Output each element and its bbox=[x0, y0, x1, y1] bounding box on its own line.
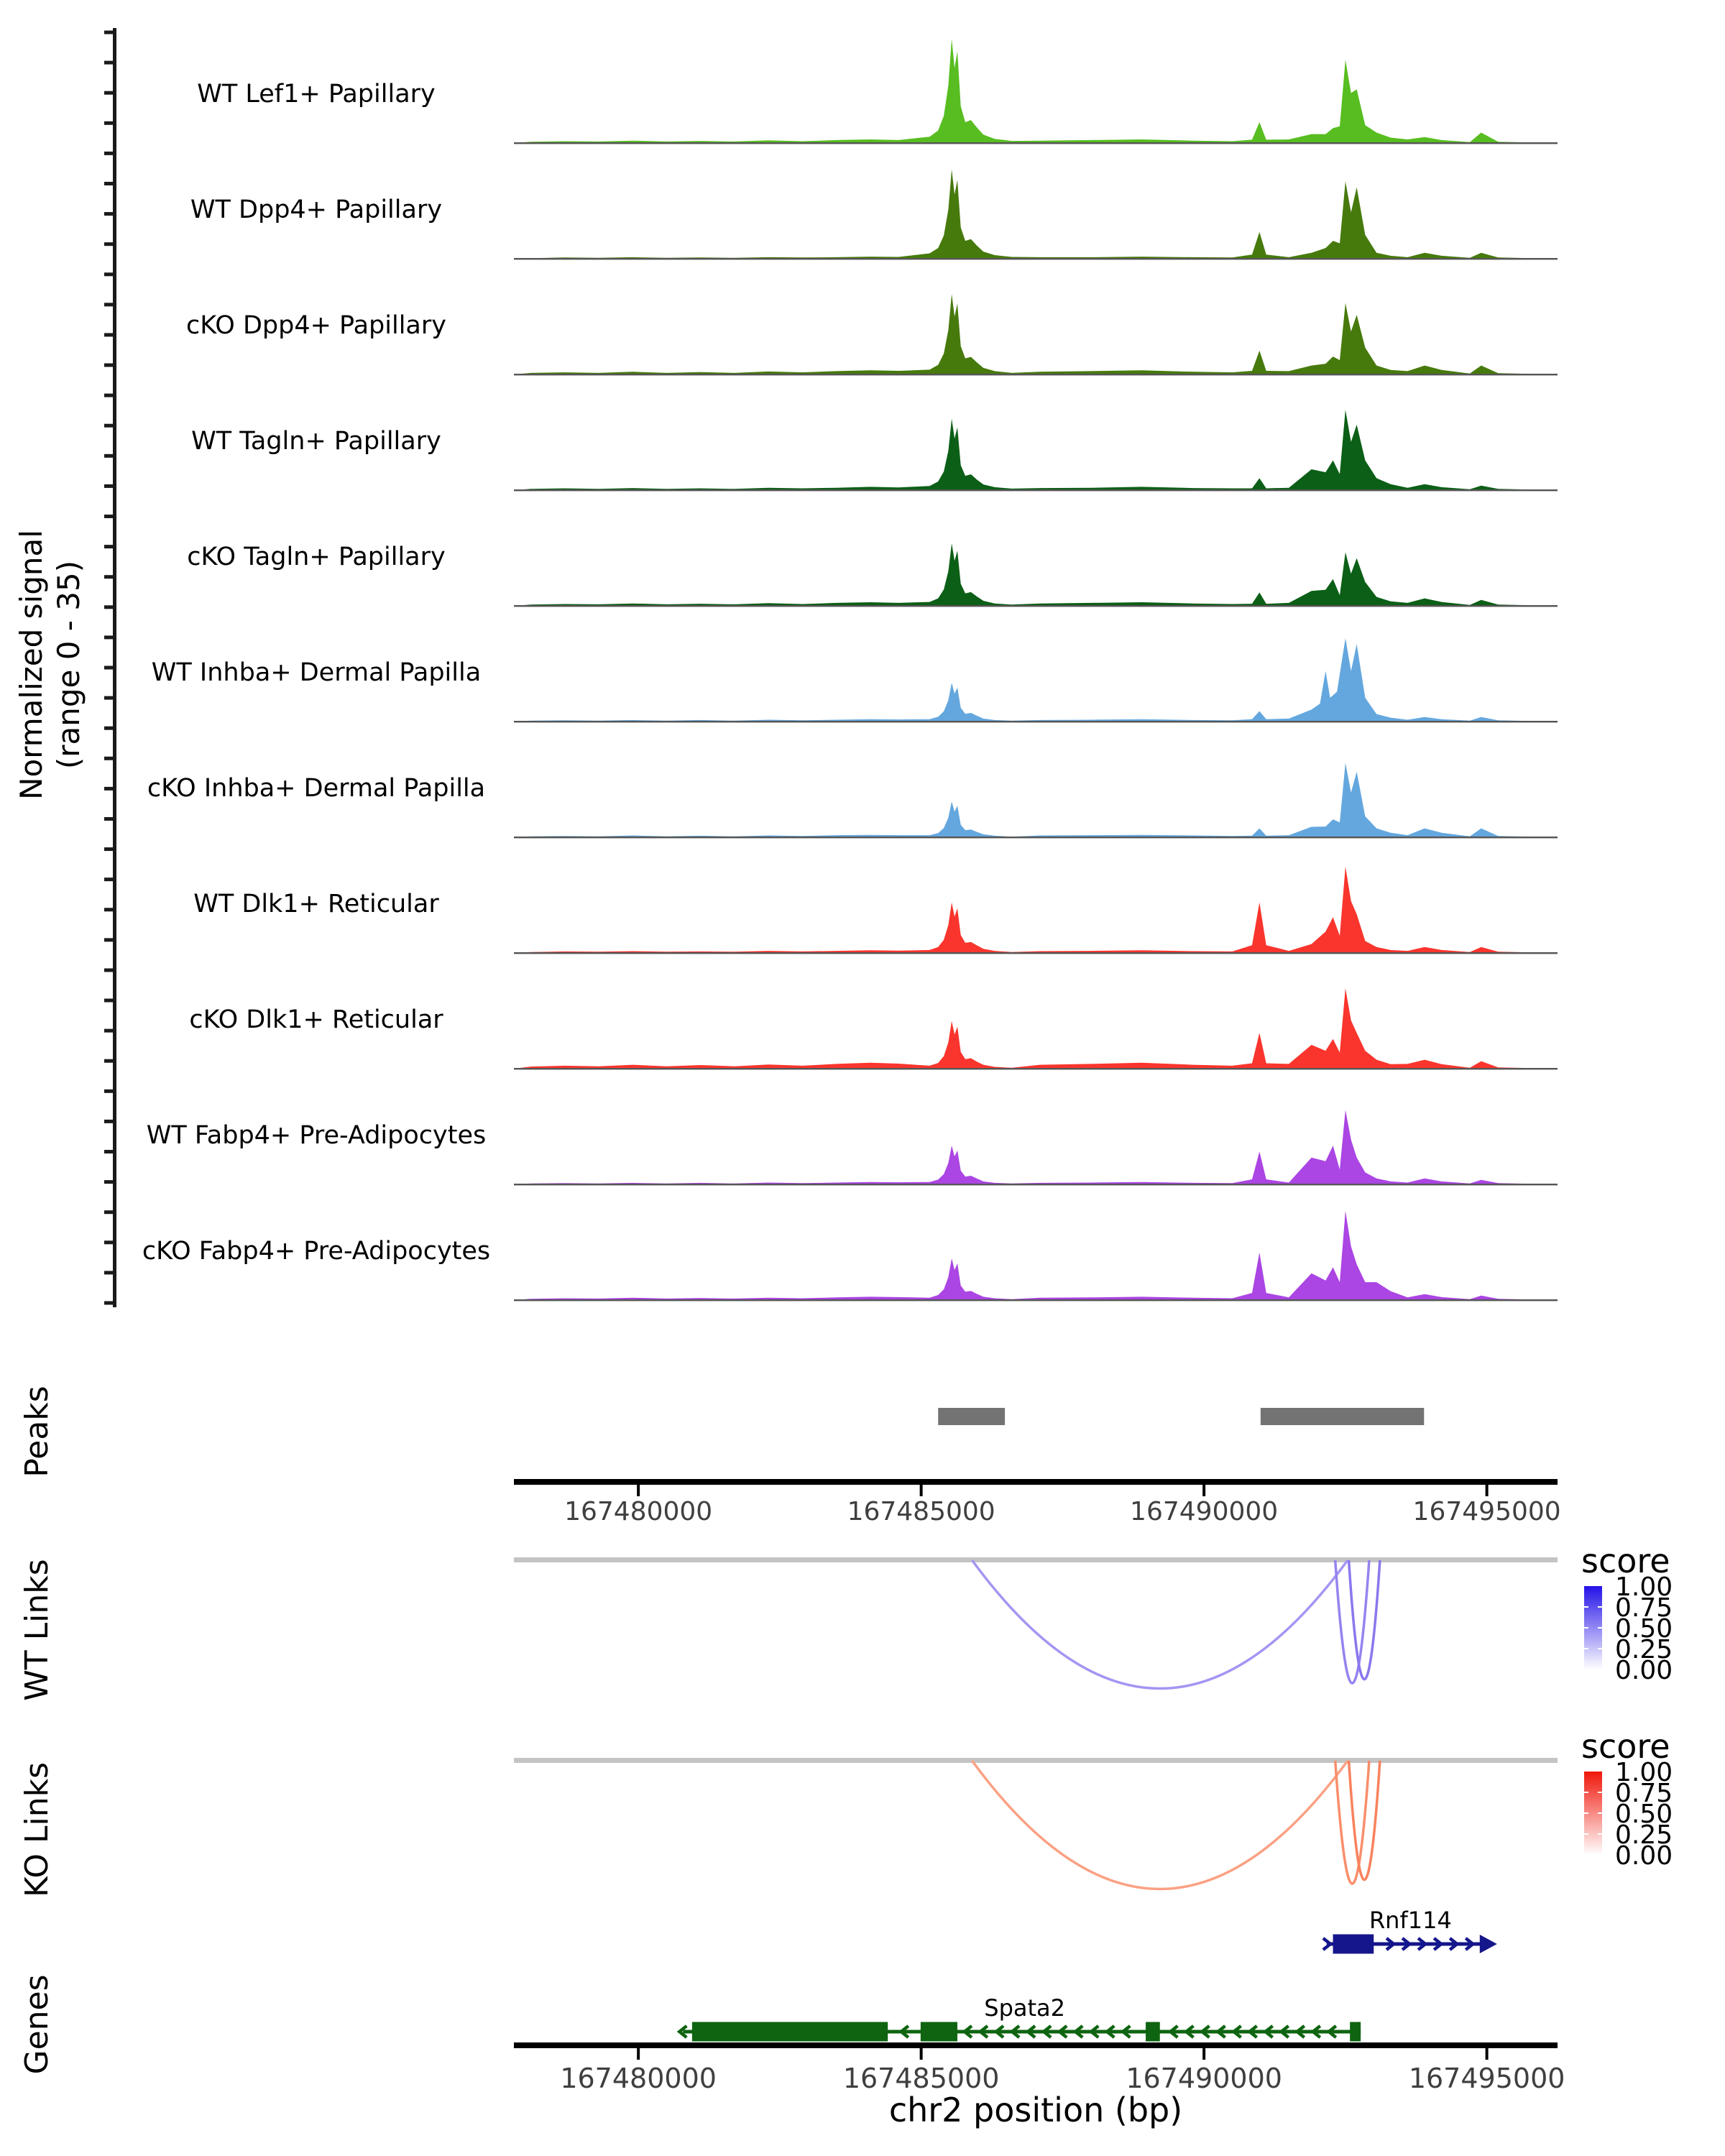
peaks-track bbox=[938, 1408, 1424, 1425]
signal-track bbox=[187, 543, 1558, 607]
track-label: WT Inhba+ Dermal Papilla bbox=[151, 658, 482, 687]
gradient-tick bbox=[1598, 1606, 1602, 1608]
signal-axis-tick bbox=[104, 908, 113, 911]
track-baseline bbox=[514, 1068, 1558, 1069]
signal-axis-label-line2: (range 0 - 35) bbox=[51, 560, 86, 770]
score-legends bbox=[1584, 1572, 1673, 1871]
signal-track bbox=[191, 410, 1558, 491]
signal-axis-tick bbox=[104, 484, 113, 488]
wt-score-legend-title: score bbox=[1581, 1542, 1670, 1580]
signal-track bbox=[147, 763, 1558, 838]
track-label: cKO Inhba+ Dermal Papilla bbox=[147, 774, 486, 803]
signal-track bbox=[189, 988, 1558, 1069]
signal-area bbox=[514, 543, 1558, 606]
signal-area bbox=[514, 1110, 1558, 1184]
axis-tick-label: 167485000 bbox=[842, 2063, 1000, 2094]
signal-track bbox=[197, 39, 1558, 144]
gradient-tick bbox=[1584, 1648, 1588, 1649]
signal-tracks bbox=[142, 39, 1558, 1301]
gene-name-label: Spata2 bbox=[984, 1994, 1066, 2022]
score-tick-label: 0.25 bbox=[1615, 1820, 1673, 1850]
signal-track bbox=[142, 1211, 1558, 1302]
link-arc bbox=[1335, 1761, 1369, 1884]
track-label: WT Fabp4+ Pre-Adipocytes bbox=[146, 1121, 487, 1150]
signal-axis-spine bbox=[113, 28, 116, 1307]
gene-exon bbox=[1333, 1935, 1374, 1954]
gradient-tick bbox=[1584, 1606, 1588, 1608]
track-baseline bbox=[514, 258, 1558, 259]
upper-position-axis bbox=[514, 1479, 1561, 1526]
x-axis-title: chr2 position (bp) bbox=[888, 2091, 1183, 2129]
gene-arrowhead-icon bbox=[1480, 1935, 1497, 1953]
links-genome-line bbox=[514, 1557, 1558, 1562]
signal-axis-tick bbox=[104, 272, 113, 276]
score-tick-label: 0.50 bbox=[1615, 1614, 1673, 1644]
gradient-tick bbox=[1598, 1792, 1602, 1793]
gradient-tick bbox=[1598, 1833, 1602, 1835]
signal-axis-tick bbox=[104, 999, 113, 1003]
track-label: cKO Tagln+ Papillary bbox=[187, 543, 446, 571]
bottom-position-axis bbox=[514, 2042, 1565, 2094]
gene-exon bbox=[1146, 2022, 1160, 2042]
signal-axis-tick bbox=[104, 696, 113, 700]
score-tick-label: 0.00 bbox=[1615, 1656, 1673, 1685]
axis-tick bbox=[1486, 2048, 1489, 2060]
signal-axis-tick bbox=[104, 424, 113, 428]
axis-line bbox=[514, 1479, 1558, 1485]
axis-tick bbox=[1486, 1485, 1489, 1496]
axis-tick-label: 167490000 bbox=[1126, 2063, 1282, 2094]
score-tick-label: 1.00 bbox=[1615, 1572, 1673, 1602]
signal-axis-tick bbox=[104, 847, 113, 851]
track-baseline bbox=[514, 1299, 1558, 1301]
track-baseline bbox=[514, 605, 1558, 607]
track-label: WT Dpp4+ Papillary bbox=[190, 195, 443, 224]
signal-area bbox=[514, 988, 1558, 1069]
signal-track bbox=[152, 638, 1558, 722]
axis-tick-label: 167495000 bbox=[1412, 1497, 1561, 1526]
signal-axis-tick bbox=[104, 968, 113, 972]
peaks-panel-label: Peaks bbox=[19, 1386, 55, 1478]
track-baseline bbox=[514, 374, 1558, 375]
signal-axis-tick bbox=[104, 121, 113, 125]
track-label: WT Lef1+ Papillary bbox=[197, 80, 436, 109]
signal-axis-tick bbox=[104, 1059, 113, 1063]
axis-tick bbox=[637, 1485, 640, 1496]
peak-interval-bar bbox=[1261, 1408, 1424, 1425]
signal-axis-tick bbox=[104, 877, 113, 881]
signal-track bbox=[190, 170, 1558, 260]
gene-exon bbox=[921, 2022, 957, 2042]
score-tick-label: 0.00 bbox=[1615, 1841, 1673, 1871]
signal-area bbox=[514, 39, 1558, 143]
signal-axis-tick bbox=[104, 182, 113, 185]
signal-track bbox=[186, 294, 1558, 375]
ko-score-legend-title: score bbox=[1581, 1727, 1670, 1766]
signal-axis-tick bbox=[104, 666, 113, 670]
axis-tick bbox=[920, 1485, 923, 1496]
wt-links-panel bbox=[514, 1557, 1558, 1688]
signal-area bbox=[514, 294, 1558, 374]
track-baseline bbox=[514, 952, 1558, 954]
signal-axis-tick bbox=[104, 242, 113, 246]
signal-axis-tick bbox=[104, 938, 113, 941]
signal-axis-tick bbox=[104, 454, 113, 458]
gradient-tick bbox=[1598, 1627, 1602, 1628]
signal-area bbox=[514, 170, 1558, 259]
track-baseline bbox=[514, 489, 1558, 491]
ko-links-panel-label: KO Links bbox=[19, 1761, 55, 1898]
gradient-tick bbox=[1598, 1812, 1602, 1814]
signal-axis-tick bbox=[104, 31, 113, 34]
track-label: WT Tagln+ Papillary bbox=[191, 427, 441, 456]
signal-axis-tick bbox=[104, 757, 113, 760]
link-arc bbox=[972, 1761, 1348, 1889]
wt-links-panel-label: WT Links bbox=[19, 1559, 55, 1701]
signal-axis-tick bbox=[104, 1271, 113, 1274]
signal-axis-tick bbox=[104, 364, 113, 367]
gradient-tick bbox=[1584, 1833, 1588, 1835]
signal-track bbox=[193, 867, 1558, 954]
gene-exon bbox=[692, 2022, 888, 2042]
signal-axis-tick bbox=[104, 61, 113, 65]
score-tick-label: 0.50 bbox=[1615, 1800, 1673, 1829]
signal-axis-tick bbox=[104, 575, 113, 579]
link-arc bbox=[1335, 1560, 1369, 1683]
signal-axis-tick bbox=[104, 1120, 113, 1123]
signal-axis-tick bbox=[104, 515, 113, 518]
signal-area bbox=[514, 410, 1558, 490]
axis-tick bbox=[1202, 1485, 1205, 1496]
links-genome-line bbox=[514, 1758, 1558, 1763]
score-tick-label: 1.00 bbox=[1615, 1758, 1673, 1787]
axis-tick-label: 167490000 bbox=[1130, 1497, 1279, 1526]
signal-track bbox=[147, 1110, 1558, 1185]
gene-exon bbox=[1350, 2022, 1361, 2042]
axis-tick bbox=[637, 2048, 640, 2060]
signal-axis-tick bbox=[104, 1210, 113, 1214]
track-label: cKO Dpp4+ Papillary bbox=[186, 311, 446, 340]
score-tick-label: 0.75 bbox=[1615, 1593, 1673, 1623]
signal-axis-tick bbox=[104, 727, 113, 730]
signal-axis-tick bbox=[104, 152, 113, 155]
signal-area bbox=[514, 638, 1558, 722]
signal-axis-tick bbox=[104, 545, 113, 548]
signal-area bbox=[514, 1211, 1558, 1300]
signal-axis-tick bbox=[104, 635, 113, 639]
gradient-tick bbox=[1584, 1627, 1588, 1628]
score-tick-label: 0.75 bbox=[1615, 1779, 1673, 1808]
axis-tick-label: 167480000 bbox=[560, 2063, 717, 2094]
signal-axis-label-line1: Normalized signal bbox=[14, 530, 49, 800]
signal-axis-tick bbox=[104, 605, 113, 609]
gradient-tick bbox=[1584, 1792, 1588, 1793]
signal-axis-tick bbox=[104, 333, 113, 336]
signal-axis-tick bbox=[104, 91, 113, 95]
signal-area bbox=[514, 867, 1558, 953]
signal-axis-tick bbox=[104, 787, 113, 791]
signal-axis-tick bbox=[104, 303, 113, 306]
ko-links-panel bbox=[514, 1758, 1558, 1889]
axis-tick bbox=[920, 2048, 923, 2060]
track-baseline bbox=[514, 142, 1558, 144]
gene-name-label: Rnf114 bbox=[1368, 1907, 1452, 1934]
signal-axis-tick bbox=[104, 1180, 113, 1184]
signal-area bbox=[514, 763, 1558, 837]
peak-interval-bar bbox=[938, 1408, 1005, 1425]
signal-axis-tick bbox=[104, 1089, 113, 1093]
link-arc bbox=[972, 1560, 1348, 1688]
signal-axis-tick bbox=[104, 1029, 113, 1033]
axis-tick-label: 167495000 bbox=[1408, 2063, 1565, 2094]
axis-line bbox=[514, 2042, 1558, 2048]
track-label: cKO Fabp4+ Pre-Adipocytes bbox=[142, 1237, 491, 1266]
track-baseline bbox=[514, 837, 1558, 838]
gradient-tick bbox=[1584, 1812, 1588, 1814]
signal-axis-tick bbox=[104, 394, 113, 397]
track-label: WT Dlk1+ Reticular bbox=[193, 890, 439, 918]
signal-axis bbox=[104, 28, 116, 1307]
axis-tick bbox=[1202, 2048, 1205, 2060]
signal-axis-tick bbox=[104, 1240, 113, 1244]
gene-model bbox=[679, 1994, 1361, 2042]
genes-track bbox=[679, 1907, 1496, 2042]
genes-panel-label: Genes bbox=[19, 1974, 55, 2075]
gene-model bbox=[1323, 1907, 1497, 1954]
signal-axis-tick bbox=[104, 1302, 113, 1305]
track-baseline bbox=[514, 721, 1558, 722]
track-label: cKO Dlk1+ Reticular bbox=[189, 1005, 443, 1034]
gradient-tick bbox=[1598, 1648, 1602, 1649]
track-baseline bbox=[514, 1184, 1558, 1185]
signal-axis-tick bbox=[104, 817, 113, 821]
axis-tick-label: 167485000 bbox=[847, 1497, 995, 1526]
axis-tick-label: 167480000 bbox=[564, 1497, 713, 1526]
signal-axis-tick bbox=[104, 212, 113, 216]
score-tick-label: 0.25 bbox=[1615, 1635, 1673, 1664]
signal-axis-tick bbox=[104, 1150, 113, 1153]
